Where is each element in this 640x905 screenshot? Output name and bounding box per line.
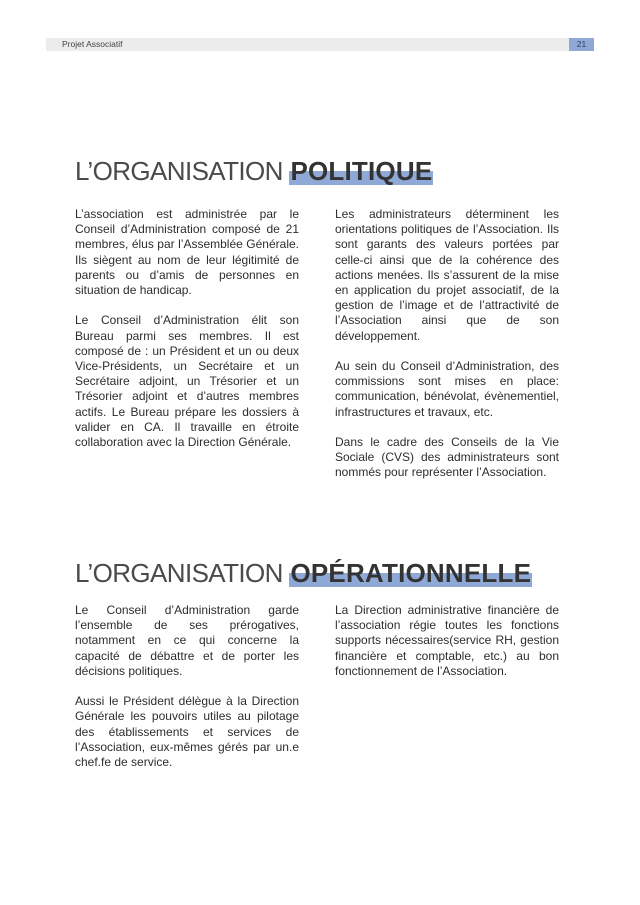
section-title-politique bbox=[75, 156, 433, 186]
section-title-light: L’ORGANISATION bbox=[75, 156, 283, 186]
paragraph: La Direction administrative financière de l’association régie toutes les fonctions supports nécessaires(service RH, gestion financière et comptable, etc.) au bon fonctionnement de l’Association. bbox=[335, 603, 559, 678]
paragraph: Le Conseil d’Administration élit son Bureau parmi ses membres. Il est composé de : un Président et un ou deux Vice-Présidents, un Secrétaire et un Secrétaire adjoint, un Trésorier et un Trésorier adjoint et d’autres membres actifs. Le Bureau prépare les dossiers à valider en CA. Il travaille en étroite collaboration avec la Direction Générale. bbox=[75, 313, 299, 450]
paragraph: Au sein du Conseil d’Administration, des commissions sont mises en place: communication, bénévolat, évènementiel, infrastructures et travaux, etc. bbox=[335, 359, 559, 419]
page-number: 21 bbox=[569, 38, 594, 51]
paragraph: Le Conseil d’Administration garde l’ensemble de ses prérogatives, notamment en ce qui concerne la capacité de débattre et de porter les décisions politiques. bbox=[75, 603, 299, 678]
section-title-highlight: POLITIQUE bbox=[290, 156, 433, 186]
paragraph: Aussi le Président délègue à la Direction Générale les pouvoirs utiles au pilotage des établissements et services de l’Association, eux-mêmes gérés par un.e chef.fe de service. bbox=[75, 694, 299, 770]
paragraph: L’association est administrée par le Conseil d’Administration composé de 21 membres, élus par l’Assemblée Générale. Ils siègent au nom de leur légitimité de parents ou d’amis de personnes en situation de handicap. bbox=[75, 207, 299, 298]
operationnelle-left-column bbox=[75, 603, 299, 785]
politique-right-column bbox=[335, 207, 559, 496]
section-title-light: L’ORGANISATION bbox=[75, 558, 283, 588]
politique-left-column bbox=[75, 207, 299, 465]
header-bar bbox=[46, 38, 594, 51]
section-title-highlight: OPÉRATIONNELLE bbox=[290, 558, 532, 588]
paragraph: Les administrateurs déterminent les orientations politiques de l’Association. Ils sont garants des valeurs portées par celle-ci ainsi que de la cohérence des actions menées. Ils s’assurent de la mise en application du projet associatif, de la gestion de l’image et de l’attractivité de l’Association ainsi que de son développement. bbox=[335, 207, 559, 343]
header-title: Projet Associatif bbox=[62, 39, 123, 49]
operationnelle-right-column bbox=[335, 603, 559, 694]
section-title-operationnelle bbox=[75, 558, 532, 588]
paragraph: Dans le cadre des Conseils de la Vie Sociale (CVS) des administrateurs sont nommés pour représenter l’Association. bbox=[335, 435, 559, 480]
